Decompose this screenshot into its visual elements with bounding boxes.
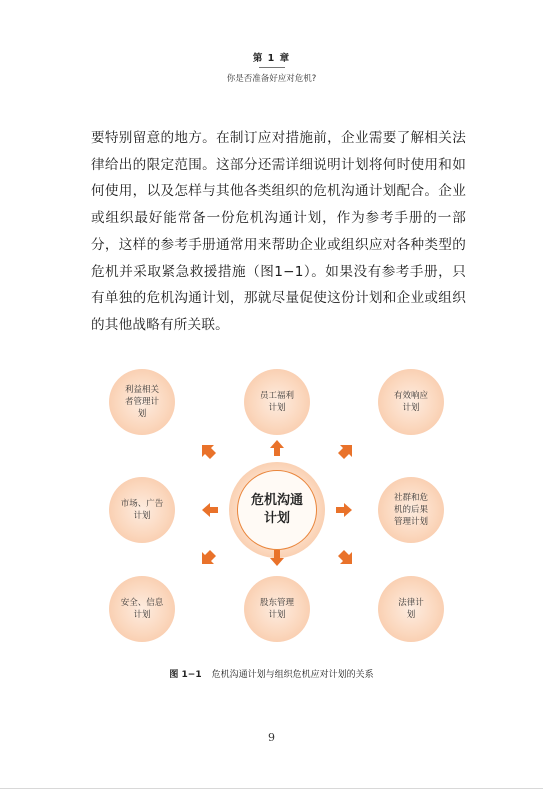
node-response-plan bbox=[378, 369, 444, 435]
node-label: 有效响应计划 bbox=[393, 391, 428, 413]
chapter-subtitle: 你是否准备好应对危机? bbox=[226, 74, 317, 84]
figure-title: 危机沟通计划与组织危机应对计划的关系 bbox=[211, 670, 374, 680]
arrow-down-right-icon bbox=[337, 549, 353, 565]
center-ring bbox=[237, 470, 317, 550]
node-marketing-plan bbox=[109, 477, 175, 543]
arrow-up-icon bbox=[269, 440, 285, 456]
node-legal-plan bbox=[378, 576, 444, 642]
chapter-label: 第 1 章 bbox=[252, 53, 291, 64]
page-edge-line bbox=[0, 788, 543, 789]
center-label: 危机沟通计划 bbox=[251, 493, 304, 526]
running-header bbox=[0, 50, 543, 84]
node-label: 法律计划 bbox=[398, 598, 424, 620]
arrow-left-icon bbox=[202, 502, 218, 518]
crisis-plan-diagram bbox=[98, 368, 458, 660]
node-label: 社群和危机的后果管理计划 bbox=[393, 493, 428, 527]
node-shareholder-plan bbox=[244, 576, 310, 642]
node-community-plan bbox=[378, 477, 444, 543]
node-label: 员工福利计划 bbox=[259, 391, 294, 413]
center-node bbox=[229, 462, 325, 558]
header-rule bbox=[259, 67, 285, 68]
node-employee-plan bbox=[244, 369, 310, 435]
arrow-down-left-icon bbox=[201, 549, 217, 565]
node-label: 利益相关者管理计划 bbox=[124, 385, 159, 419]
figure-number: 图 1−1 bbox=[169, 670, 202, 680]
node-label: 安全、信息计划 bbox=[120, 598, 164, 620]
node-stakeholder-plan bbox=[109, 369, 175, 435]
page-number: 9 bbox=[268, 731, 275, 744]
node-label: 市场、广告计划 bbox=[120, 499, 164, 521]
node-label: 股东管理计划 bbox=[259, 598, 294, 620]
arrow-up-right-icon bbox=[337, 444, 353, 460]
arrow-down-icon bbox=[269, 550, 285, 566]
arrow-right-icon bbox=[336, 502, 352, 518]
body-paragraph: 要特别留意的地方。在制订应对措施前，企业需要了解相关法律给出的限定范围。这部分还需详细说明计划将何时使用和如何使用，以及怎样与其他各类组织的危机沟通计划配合。企业或组织最好能常备一份危机沟通计划，作为参考手册的一部分，这样的参考手册通常用来帮助企业或组织应对各种类型的危机并采取紧急救援措施（图1−1）。如果没有参考手册，只有单独的危机沟通计划，那就尽量促使这份计划和企业或组织的其他战略有所关联。 bbox=[91, 130, 466, 333]
arrow-up-left-icon bbox=[201, 444, 217, 460]
node-security-plan bbox=[109, 576, 175, 642]
figure-caption bbox=[0, 667, 543, 680]
